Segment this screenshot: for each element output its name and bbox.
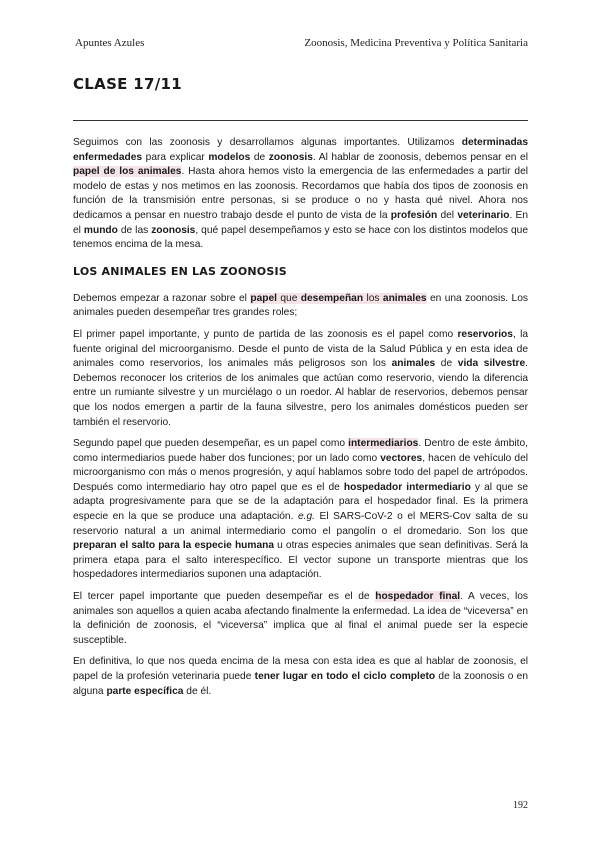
highlight: papel: [250, 292, 277, 304]
paragraph-reservoirs: El primer papel importante, y punto de partida de las zoonosis es el papel como reservorios, la fuente original del microorganismo. Desde el punto de vista de la Salud Pública y en esta idea de animales como reservorios, los animales más peligrosos son los animales de vida silvestre. Debemos reconocer los criterios de los animales que actúan como reservorio, viendo la diferencia entre un rumiante silvestre y un murciélago o un roedor. Al hablar de reservorios, debemos pensar que los nodos emergen a partir de la fauna silvestre, pero los animales domésticos pueden ser también el reservorio.: [73, 328, 528, 428]
header-right: Zoonosis, Medicina Preventiva y Política Sanitaria: [304, 37, 528, 49]
highlight: intermediarios: [348, 438, 419, 450]
page-title: CLASE 17/11: [73, 75, 182, 93]
paragraph-conclusion: En definitiva, lo que nos queda encima de la mesa con esta idea es que al hablar de zoonosis, el papel de la profesión veterinaria puede tener lugar en todo el ciclo completo de la zoonosis o en alguna parte específica de él.: [73, 656, 528, 697]
highlight: hospedador final: [375, 591, 461, 603]
paragraph-intermediaries: Segundo papel que pueden desempeñar, es un papel como intermediarios. Dentro de este ámbito, como intermediarios puede haber dos funciones; por un lado como vectores, hacen de vehículo del microorganismo con más o menos progresión, y aquí hablamos sobre todo del papel de artrópodos. Después como intermediario hay otro papel que es el de hospedador intermediario y al que se adapta progresivamente para que se de la adaptación para el hospedador final. Es la primera especie en la que se produce una adaptación. e.g. El SARS-CoV-2 o el MERS-Cov salta de su reservorio natural a un animal intermediario como el pangolín o el dromedario. Son los que preparan el salto para la especie humana u otras especies animales que sean definitivas. Será la primera etapa para el salto interespecífico. El vector supone un transporte mientras que los hospedadores intermediarios suponen una adaptación.: [73, 438, 529, 581]
highlight: animales: [382, 292, 427, 304]
title-divider: [73, 120, 528, 121]
section-heading: LOS ANIMALES EN LAS ZOONOSIS: [73, 264, 287, 278]
highlight: desempeñan: [300, 292, 364, 304]
page-number: 192: [513, 800, 528, 811]
paragraph-final-host: El tercer papel importante que pueden desempeñar es el de hospedador final. A veces, los animales son aquellos a quien acaba afectando finalmente la enfermedad. La idea de “viceversa” en la definición de zoonosis, el “viceversa” implica que al final el animal puede ser la especie susceptible.: [73, 591, 528, 646]
header-left: Apuntes Azules: [75, 37, 145, 49]
paragraph-intro: Seguimos con las zoonosis y desarrollamos algunas importantes. Utilizamos determinadas enfermedades para explicar modelos de zoonosis. Al hablar de zoonosis, debemos pensar en el papel de los animales. Hasta ahora hemos visto la emergencia de las enfermedades a partir del modelo de estas y nos metimos en las zoonosis. Recordamos que había dos tipos de zoonosis en función de la transmisión entre personas, si se produce o no y hasta qué nivel. Ahora nos dedicamos a pensar en nuestro trabajo desde el punto de vista de la profesión del veterinario. En el mundo de las zoonosis, qué papel desempeñamos y esto se hace con los distintos modelos que tenemos encima de la mesa.: [73, 137, 529, 251]
document-body: [73, 136, 528, 706]
paragraph-roles: Debemos empezar a razonar sobre el papel que desempeñan los animales en una zoonosis. Los animales pueden desempeñar tres grandes roles;: [73, 292, 528, 319]
highlight: papel de los animales: [73, 166, 182, 178]
